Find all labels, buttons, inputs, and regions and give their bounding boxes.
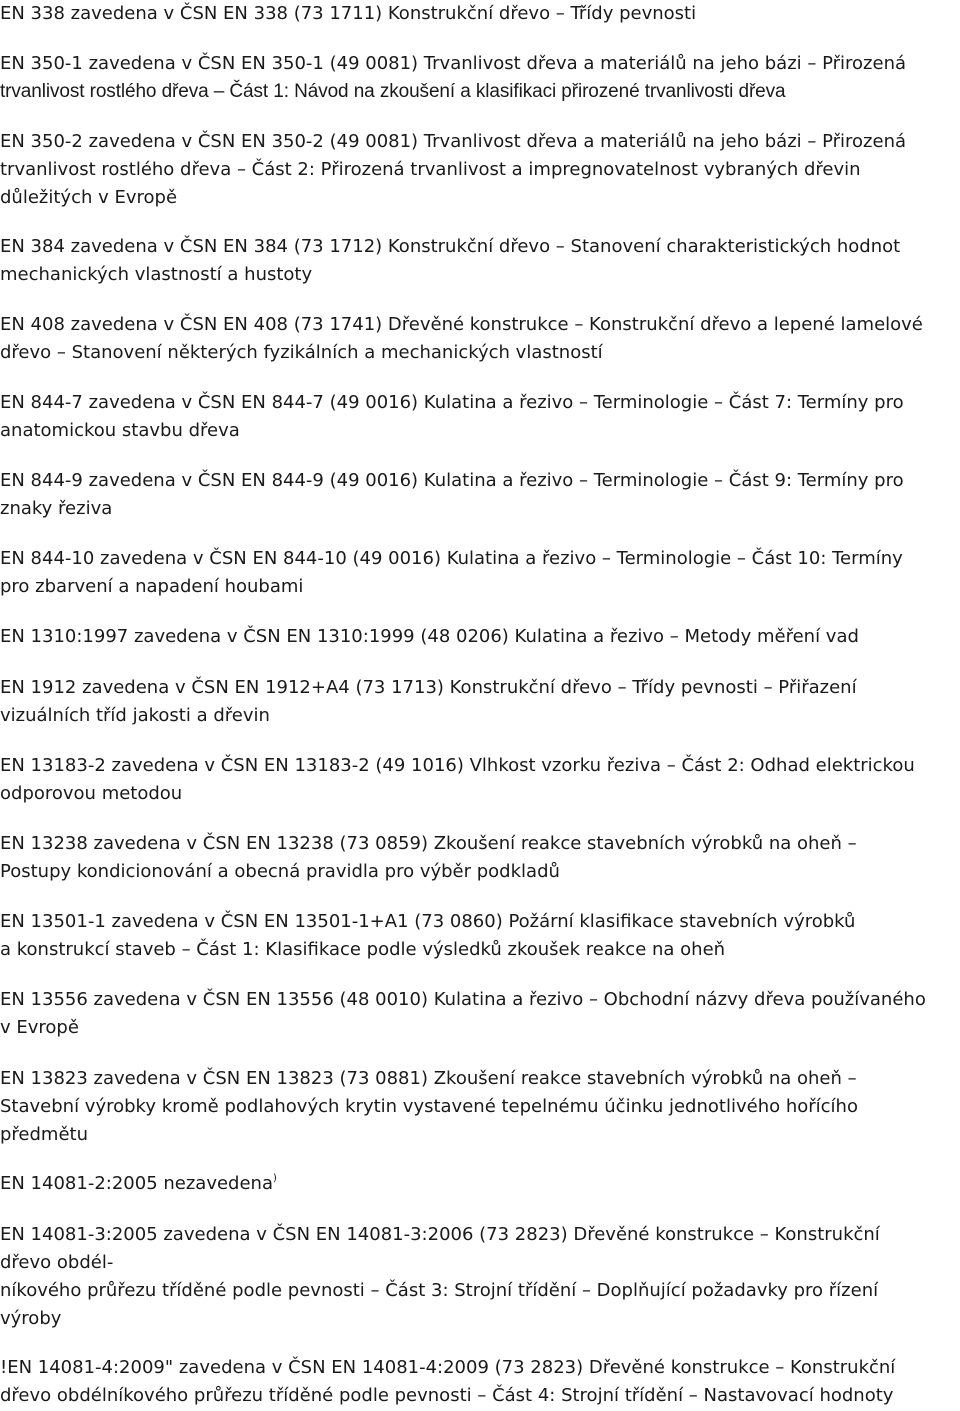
- standard-entry-en-14081-4: [0, 1354, 960, 1410]
- entry-line: odporovou metodou: [0, 783, 183, 804]
- entry-line: anatomickou stavbu dřeva: [0, 420, 240, 441]
- standard-entry-en-13183-2: [0, 752, 960, 808]
- entry-line: EN 844-9 zavedena v ČSN EN 844-9 (49 0016) Kulatina a řezivo – Terminologie – Část 9: Termíny pro: [0, 470, 904, 491]
- footnote-mark: ): [273, 1173, 277, 1184]
- entry-line: znaky řeziva: [0, 498, 113, 519]
- entry-line: EN 384 zavedena v ČSN EN 384 (73 1712) Konstrukční dřevo – Stanovení charakteristických hodnot: [0, 236, 901, 257]
- entry-line: EN 844-7 zavedena v ČSN EN 844-7 (49 0016) Kulatina a řezivo – Terminologie – Část 7: Termíny pro: [0, 392, 904, 413]
- entry-line: níkového průřezu tříděné podle pevnosti – Část 3: Strojní třídění – Doplňující požadavky pro řízení: [0, 1280, 879, 1301]
- standard-entry-en-1912: [0, 674, 960, 730]
- entry-line: EN 13501-1 zavedena v ČSN EN 13501-1+A1 (73 0860) Požární klasifikace stavebních výrobků: [0, 911, 856, 932]
- entry-line: trvanlivost rostlého dřeva – Část 1: Návod na zkoušení a klasifikaci přirozené trvanlivosti dřeva: [0, 81, 786, 102]
- entry-line: trvanlivost rostlého dřeva – Část 2: Přirozená trvanlivost a impregnovatelnost vybraných dřevin: [0, 159, 861, 180]
- standard-entry-en-408: [0, 311, 960, 367]
- standard-entry-en-13501-1: [0, 908, 960, 964]
- entry-line: výroby: [0, 1308, 62, 1329]
- standard-entry-en-350-2: [0, 128, 960, 212]
- standard-entry-en-844-10: [0, 545, 960, 601]
- entry-line: EN 14081-3:2005 zavedena v ČSN EN 14081-3:2006 (73 2823) Dřevěné konstrukce – Konstrukční: [0, 1224, 880, 1245]
- entry-line: EN 13183-2 zavedena v ČSN EN 13183-2 (49 1016) Vlhkost vzorku řeziva – Část 2: Odhad elektrickou: [0, 755, 915, 776]
- entry-line: EN 350-2 zavedena v ČSN EN 350-2 (49 0081) Trvanlivost dřeva a materiálů na jeho bázi – Přirozená: [0, 131, 907, 152]
- entry-line: EN 13823 zavedena v ČSN EN 13823 (73 0881) Zkoušení reakce stavebních výrobků na oheň –: [0, 1068, 857, 1089]
- standard-entry-en-844-7: [0, 389, 960, 445]
- standard-entry-en-350-1: [0, 50, 960, 106]
- entry-line: EN 350-1 zavedena v ČSN EN 350-1 (49 0081) Trvanlivost dřeva a materiálů na jeho bázi – Přirozená: [0, 53, 907, 74]
- entry-line: dřevo obdélníkového průřezu tříděné podle pevnosti – Část 4: Strojní třídění – Nastavovací hodnoty: [0, 1385, 894, 1406]
- entry-line: důležitých v Evropě: [0, 187, 178, 208]
- entry-line: EN 338 zavedena v ČSN EN 338 (73 1711) Konstrukční dřevo – Třídy pevnosti: [0, 3, 697, 24]
- entry-text: EN 14081-2:2005 nezavedena: [0, 1173, 273, 1194]
- entry-line: v Evropě: [0, 1017, 79, 1038]
- standard-entry-en-1310: [0, 623, 960, 651]
- entry-line: EN 408 zavedena v ČSN EN 408 (73 1741) Dřevěné konstrukce – Konstrukční dřevo a lepené lamelové: [0, 314, 923, 335]
- entry-line: EN 1912 zavedena v ČSN EN 1912+A4 (73 1713) Konstrukční dřevo – Třídy pevnosti – Přiřazení: [0, 677, 857, 698]
- entry-line: předmětu: [0, 1124, 89, 1145]
- entry-line: a konstrukcí staveb – Část 1: Klasifikace podle výsledků zkoušek reakce na oheň: [0, 939, 726, 960]
- entry-line: dřevo – Stanovení některých fyzikálních a mechanických vlastností: [0, 342, 603, 363]
- entry-line: Postupy kondicionování a obecná pravidla pro výběr podkladů: [0, 861, 560, 882]
- standard-entry-en-844-9: [0, 467, 960, 523]
- entry-line: mechanických vlastností a hustoty: [0, 264, 313, 285]
- entry-line: EN 844-10 zavedena v ČSN EN 844-10 (49 0016) Kulatina a řezivo – Terminologie – Část 10: Termíny: [0, 548, 903, 569]
- standard-entry-en-338: [0, 0, 960, 28]
- standard-entry-en-13556: [0, 986, 960, 1042]
- entry-line: pro zbarvení a napadení houbami: [0, 576, 304, 597]
- entry-line: [0, 1170, 960, 1198]
- entry-line: vizuálních tříd jakosti a dřevin: [0, 705, 270, 726]
- entry-line: Stavební výrobky kromě podlahových krytin vystavené tepelnému účinku jednotlivého hořícího: [0, 1096, 858, 1117]
- entry-line: !EN 14081-4:2009" zavedena v ČSN EN 14081-4:2009 (73 2823) Dřevěné konstrukce – Konstrukční: [0, 1357, 896, 1378]
- standard-entry-en-13823: [0, 1065, 960, 1149]
- entry-line: dřevo obdél-: [0, 1252, 114, 1273]
- entry-line: EN 13238 zavedena v ČSN EN 13238 (73 0859) Zkoušení reakce stavebních výrobků na oheň –: [0, 833, 857, 854]
- standard-entry-en-14081-3: [0, 1221, 960, 1333]
- standard-entry-en-14081-2: [0, 1170, 960, 1198]
- standard-entry-en-13238: [0, 830, 960, 886]
- entry-line: EN 13556 zavedena v ČSN EN 13556 (48 0010) Kulatina a řezivo – Obchodní názvy dřeva používaného: [0, 989, 926, 1010]
- entry-line: EN 1310:1997 zavedena v ČSN EN 1310:1999 (48 0206) Kulatina a řezivo – Metody měření vad: [0, 626, 859, 647]
- standard-entry-en-384: [0, 233, 960, 289]
